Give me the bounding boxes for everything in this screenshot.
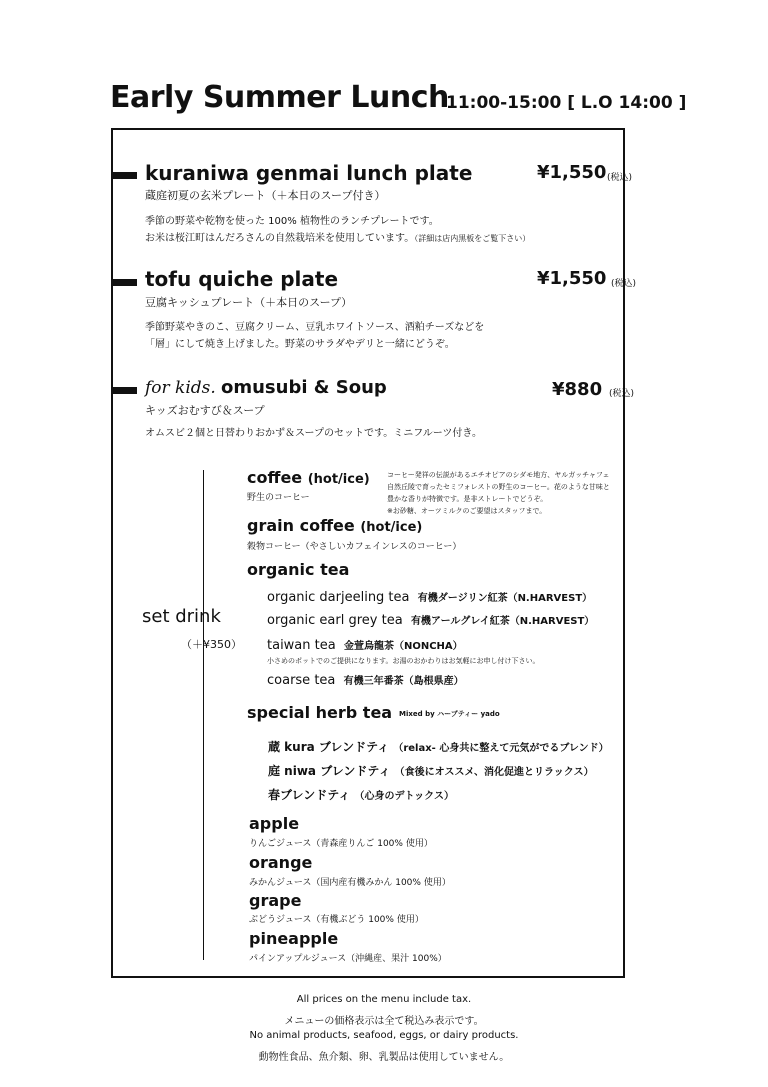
coffee-note-1: コーヒー発祥の伝説があるエチオピアのシダモ地方、ヤルガッチャフェ	[387, 471, 610, 479]
herb-mixed-by: Mixed by ハーブティー yado	[399, 710, 500, 718]
dish-desc-quiche-2: 「層」にして焼き上げました。野菜のサラダやデリと一緒にどうぞ。	[145, 339, 455, 350]
coffee-note-2: 自然丘陵で育ったセミフォレストの野生のコーヒー。花のような甘味と	[387, 483, 610, 491]
juice-grape: grape	[249, 891, 302, 910]
dish-subtitle-kids: キッズおむすび＆スープ	[145, 404, 265, 417]
drink-herb-tea: special herb tea	[247, 703, 393, 722]
section-bar	[111, 172, 137, 179]
set-drink-divider	[203, 470, 204, 960]
juice-pineapple-sub: パインアップルジュース（沖縄産、果汁 100%）	[249, 954, 447, 964]
tea-coarse: coarse tea 有機三年番茶（島根県産）	[267, 673, 464, 688]
coffee-note-4: ※お砂糖、オーツミルクのご要望はスタッフまで。	[387, 507, 547, 515]
drink-organic-tea: organic tea	[247, 560, 350, 579]
dish-price-kids: ¥880	[552, 379, 603, 400]
dish-desc-genmai-2: お米は桜江町はんだろさんの自然栽培米を使用しています。（詳細は店内黒板をご覧下さい）	[145, 233, 531, 244]
footer-vegan-jp: 動物性食品、魚介類、卵、乳製品は使用していません。	[258, 1052, 510, 1063]
coffee-note-3: 豊かな香りが特徴です。是非ストレートでどうぞ。	[387, 495, 548, 503]
page-title: Early Summer Lunch	[110, 80, 449, 115]
tea-taiwan: taiwan tea 金萱烏龍茶（NONCHA）	[267, 638, 463, 653]
footer-tax-jp: メニューの価格表示は全て税込み表示です。	[284, 1016, 484, 1027]
kids-prefix: for kids.	[145, 378, 216, 398]
opening-hours: 11:00-15:00 [ L.O 14:00 ]	[446, 93, 687, 113]
blend-niwa: 庭 niwa ブレンドティ （食後にオススメ、消化促進とリラックス）	[268, 764, 594, 778]
drink-grain-coffee: grain coffee (hot/ice)	[247, 516, 423, 535]
tax-label: (税込)	[611, 279, 637, 289]
drink-coffee-sub: 野生のコーヒー	[247, 493, 310, 503]
juice-pineapple: pineapple	[249, 929, 339, 948]
section-bar	[111, 279, 137, 286]
hot-ice-label: (hot/ice)	[307, 472, 370, 487]
juice-apple-sub: りんごジュース（青森産りんご 100% 使用）	[249, 839, 433, 849]
tax-label: (税込)	[607, 173, 633, 183]
dish-desc-genmai-1: 季節の野菜や乾物を使った 100% 植物性のランチプレートです。	[145, 216, 439, 227]
dish-desc-quiche-1: 季節野菜やきのこ、豆腐クリーム、豆乳ホワイトソース、酒粕チーズなどを	[145, 322, 485, 333]
dish-name-kids: omusubi & Soup	[221, 377, 387, 398]
dish-subtitle-quiche: 豆腐キッシュプレート（＋本日のスープ）	[145, 296, 353, 309]
tax-label: (税込)	[609, 389, 635, 399]
dish-desc-kids: オムスビ２個と日替わりおかず＆スープのセットです。ミニフルーツ付き。	[145, 428, 482, 439]
hot-ice-label: (hot/ice)	[360, 520, 423, 535]
juice-orange: orange	[249, 853, 313, 872]
desc-note: （詳細は店内黒板をご覧下さい）	[414, 234, 531, 243]
set-drink-price: （＋¥350）	[181, 638, 242, 651]
dish-price-genmai: ¥1,550	[537, 162, 607, 183]
dish-price-quiche: ¥1,550	[537, 268, 607, 289]
blend-spring: 春ブレンドティ （心身のデトックス）	[268, 788, 455, 802]
dish-name-genmai: kuraniwa genmai lunch plate	[145, 161, 473, 185]
juice-grape-sub: ぶどうジュース（有機ぶどう 100% 使用）	[249, 915, 424, 925]
footer-vegan-en: No animal products, seafood, eggs, or dairy products.	[249, 1030, 519, 1041]
blend-kura: 蔵 kura ブレンドティ （relax- 心身共に整えて元気がでるブレンド）	[268, 740, 609, 754]
dish-name-quiche: tofu quiche plate	[145, 267, 339, 291]
tea-taiwan-note: 小さめのポットでのご提供になります。お湯のおかわりはお気軽にお申し付け下さい。	[267, 657, 540, 665]
drink-coffee: coffee (hot/ice)	[247, 468, 370, 487]
set-drink-label: set drink	[142, 606, 221, 627]
tea-earl-grey: organic earl grey tea 有機アールグレイ紅茶（N.HARVEST）	[267, 613, 595, 628]
dish-subtitle-genmai: 蔵庭初夏の玄米プレート（＋本日のスープ付き）	[145, 189, 386, 202]
tea-darjeeling: organic darjeeling tea 有機ダージリン紅茶（N.HARVEST）	[267, 590, 593, 605]
section-bar	[111, 387, 137, 394]
drink-grain-coffee-sub: 穀物コーヒー（やさしいカフェインレスのコーヒー）	[247, 542, 462, 552]
juice-apple: apple	[249, 814, 300, 833]
menu-frame	[111, 128, 625, 978]
footer-tax-en: All prices on the menu include tax.	[296, 994, 472, 1005]
juice-orange-sub: みかんジュース（国内産有機みかん 100% 使用）	[249, 878, 451, 888]
